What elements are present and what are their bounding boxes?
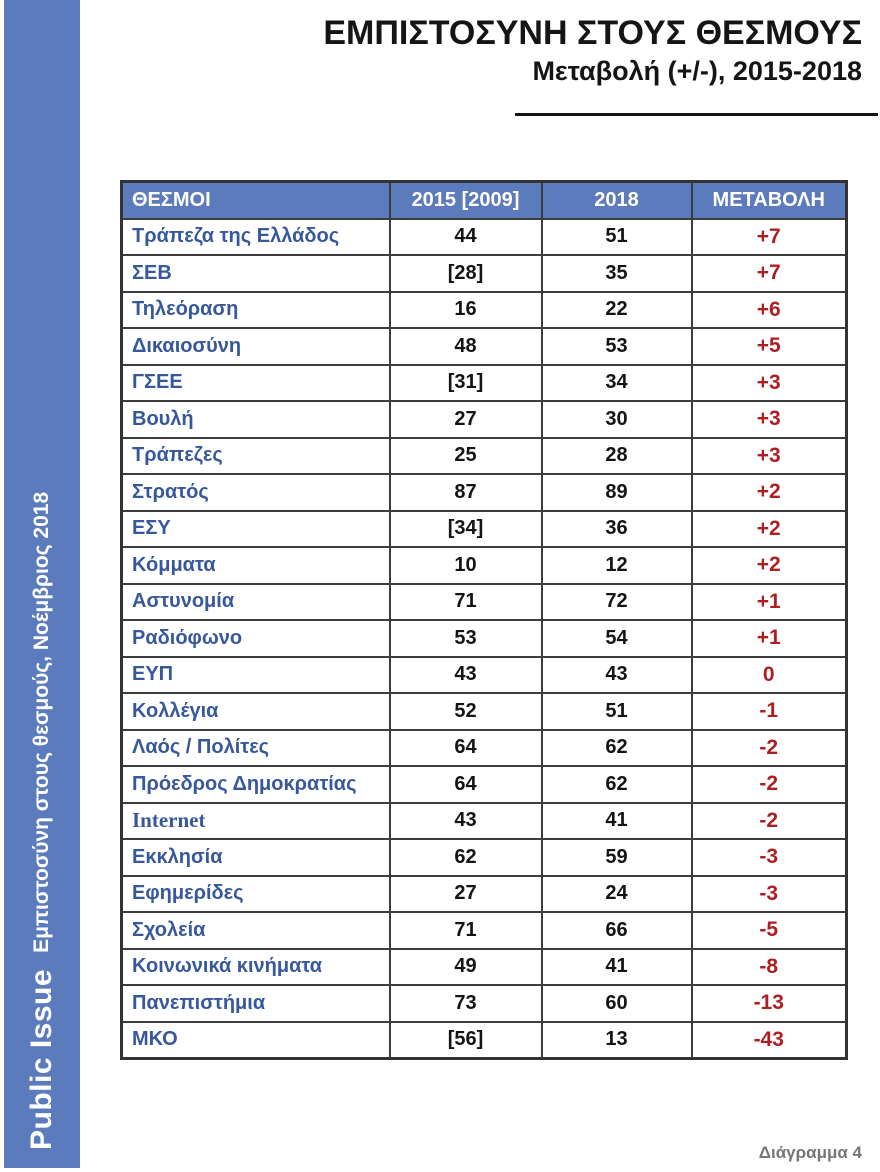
value-2015-cell: 16 <box>390 292 542 329</box>
value-2018-cell: 62 <box>542 766 692 803</box>
page-subtitle: Μεταβολή (+/-), 2015-2018 <box>532 55 862 86</box>
change-cell: -3 <box>692 876 847 913</box>
change-cell: +1 <box>692 584 847 621</box>
value-2015-cell: [34] <box>390 511 542 548</box>
change-cell: -8 <box>692 949 847 986</box>
value-2015-cell: [31] <box>390 365 542 402</box>
table-row <box>122 584 847 621</box>
institutions-table <box>120 180 848 1060</box>
institution-cell: Εφημερίδες <box>122 876 390 913</box>
table-row <box>122 693 847 730</box>
change-cell: +7 <box>692 255 847 292</box>
value-2015-cell: 43 <box>390 803 542 840</box>
value-2018-cell: 51 <box>542 219 692 256</box>
column-header-2015: 2015 [2009] <box>390 182 542 219</box>
change-cell: +1 <box>692 620 847 657</box>
institution-cell: Αστυνομία <box>122 584 390 621</box>
institution-cell: Internet <box>122 803 390 840</box>
table-row <box>122 620 847 657</box>
institution-cell: Δικαιοσύνη <box>122 328 390 365</box>
institution-cell: ΜΚΟ <box>122 1022 390 1059</box>
value-2018-cell: 30 <box>542 401 692 438</box>
value-2015-cell: 64 <box>390 730 542 767</box>
value-2018-cell: 89 <box>542 474 692 511</box>
table-row <box>122 657 847 694</box>
value-2018-cell: 22 <box>542 292 692 329</box>
change-cell: +2 <box>692 474 847 511</box>
institution-cell: ΓΣΕΕ <box>122 365 390 402</box>
institution-cell: Βουλή <box>122 401 390 438</box>
column-header-2018: 2018 <box>542 182 692 219</box>
change-cell: -2 <box>692 730 847 767</box>
value-2015-cell: 53 <box>390 620 542 657</box>
change-cell: -2 <box>692 766 847 803</box>
value-2018-cell: 54 <box>542 620 692 657</box>
value-2015-cell: 87 <box>390 474 542 511</box>
table-row <box>122 985 847 1022</box>
value-2018-cell: 35 <box>542 255 692 292</box>
institution-cell: Κολλέγια <box>122 693 390 730</box>
value-2015-cell: 25 <box>390 438 542 475</box>
value-2018-cell: 59 <box>542 839 692 876</box>
title-block <box>323 12 862 87</box>
change-cell: +2 <box>692 511 847 548</box>
value-2015-cell: 27 <box>390 876 542 913</box>
value-2018-cell: 24 <box>542 876 692 913</box>
value-2015-cell: 71 <box>390 584 542 621</box>
value-2018-cell: 53 <box>542 328 692 365</box>
table-row <box>122 438 847 475</box>
value-2018-cell: 66 <box>542 912 692 949</box>
value-2015-cell: 64 <box>390 766 542 803</box>
table-row <box>122 547 847 584</box>
institution-cell: Κόμματα <box>122 547 390 584</box>
value-2015-cell: 43 <box>390 657 542 694</box>
value-2018-cell: 13 <box>542 1022 692 1059</box>
table-row <box>122 803 847 840</box>
value-2015-cell: 48 <box>390 328 542 365</box>
sidebar-caption: Εμπιστοσύνη στους θεσμούς, Νοέμβριος 2018 <box>30 491 53 953</box>
value-2018-cell: 41 <box>542 803 692 840</box>
change-cell: -2 <box>692 803 847 840</box>
brand-logo-text: Public Issue <box>25 968 58 1150</box>
value-2015-cell: 27 <box>390 401 542 438</box>
institution-cell: Πανεπιστήμια <box>122 985 390 1022</box>
institution-cell: Τράπεζα της Ελλάδος <box>122 219 390 256</box>
institution-cell: ΕΥΠ <box>122 657 390 694</box>
table-row <box>122 730 847 767</box>
change-cell: -1 <box>692 693 847 730</box>
table-row <box>122 511 847 548</box>
value-2015-cell: 10 <box>390 547 542 584</box>
table-row <box>122 876 847 913</box>
change-cell: +7 <box>692 219 847 256</box>
value-2015-cell: [28] <box>390 255 542 292</box>
value-2015-cell: 52 <box>390 693 542 730</box>
table-row <box>122 839 847 876</box>
value-2018-cell: 28 <box>542 438 692 475</box>
table-header <box>122 182 847 219</box>
value-2018-cell: 43 <box>542 657 692 694</box>
change-cell: +3 <box>692 438 847 475</box>
column-header-institutions: ΘΕΣΜΟΙ <box>122 182 390 219</box>
change-cell: +3 <box>692 365 847 402</box>
change-cell: -13 <box>692 985 847 1022</box>
change-cell: -43 <box>692 1022 847 1059</box>
value-2015-cell: [56] <box>390 1022 542 1059</box>
institution-cell: Τηλεόραση <box>122 292 390 329</box>
table-row <box>122 255 847 292</box>
change-cell: -3 <box>692 839 847 876</box>
value-2015-cell: 44 <box>390 219 542 256</box>
value-2018-cell: 72 <box>542 584 692 621</box>
value-2015-cell: 71 <box>390 912 542 949</box>
value-2015-cell: 62 <box>390 839 542 876</box>
value-2018-cell: 60 <box>542 985 692 1022</box>
sidebar-rotated-text <box>4 0 80 1168</box>
institution-cell: Ραδιόφωνο <box>122 620 390 657</box>
page-title: ΕΜΠΙΣΤΟΣΥΝΗ ΣΤΟΥΣ ΘΕΣΜΟΥΣ <box>323 14 862 52</box>
column-header-change: ΜΕΤΑΒΟΛΗ <box>692 182 847 219</box>
change-cell: +3 <box>692 401 847 438</box>
table-row <box>122 949 847 986</box>
table-row <box>122 1022 847 1059</box>
value-2018-cell: 51 <box>542 693 692 730</box>
change-cell: +2 <box>692 547 847 584</box>
table-body <box>122 219 847 1059</box>
value-2018-cell: 34 <box>542 365 692 402</box>
table-row <box>122 474 847 511</box>
institution-cell: Εκκλησία <box>122 839 390 876</box>
title-underline <box>515 113 878 116</box>
value-2018-cell: 12 <box>542 547 692 584</box>
value-2015-cell: 73 <box>390 985 542 1022</box>
table-header-row <box>122 182 847 219</box>
institution-cell: Κοινωνικά κινήματα <box>122 949 390 986</box>
change-cell: 0 <box>692 657 847 694</box>
change-cell: -5 <box>692 912 847 949</box>
table-row <box>122 401 847 438</box>
institution-cell: Σχολεία <box>122 912 390 949</box>
institution-cell: ΕΣΥ <box>122 511 390 548</box>
table-row <box>122 292 847 329</box>
change-cell: +5 <box>692 328 847 365</box>
institution-cell: Λαός / Πολίτες <box>122 730 390 767</box>
value-2015-cell: 49 <box>390 949 542 986</box>
institution-cell: Πρόεδρος Δημοκρατίας <box>122 766 390 803</box>
value-2018-cell: 36 <box>542 511 692 548</box>
change-cell: +6 <box>692 292 847 329</box>
institution-cell: Στρατός <box>122 474 390 511</box>
table-row <box>122 912 847 949</box>
table-row <box>122 766 847 803</box>
table-row <box>122 219 847 256</box>
value-2018-cell: 62 <box>542 730 692 767</box>
table-row <box>122 328 847 365</box>
institution-cell: Τράπεζες <box>122 438 390 475</box>
institution-cell: ΣΕΒ <box>122 255 390 292</box>
sidebar-banner <box>4 0 80 1168</box>
figure-caption: Διάγραμμα 4 <box>758 1143 862 1162</box>
value-2018-cell: 41 <box>542 949 692 986</box>
table-row <box>122 365 847 402</box>
